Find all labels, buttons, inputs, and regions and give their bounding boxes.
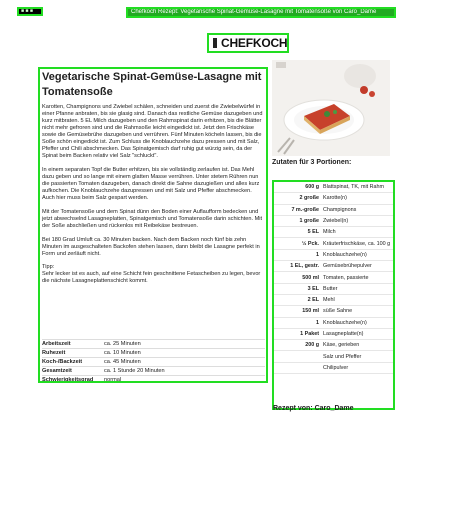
instruction-paragraph: Bei 180 Grad Umluft ca. 30 Minuten backen. Nach dem Backen noch fünf bis zehn Minuten im ausgeschalteten Backofen stehen lassen, dann bleibt die Lasagne perfekt in Form und zerläuft nicht. [42, 237, 260, 257]
ingredient-row [274, 306, 393, 317]
browser-top-bar [0, 0, 474, 20]
ingredient-name[interactable]: Chilipulver [323, 364, 349, 371]
ingredient-quantity: 1 Paket [300, 331, 319, 337]
ingredient-name[interactable]: Knoblauchzehe(n) [323, 251, 367, 258]
recipe-article [38, 67, 268, 383]
recipe-title: Vegetarische Spinat-Gemüse-Lasagne mit Tomatensoße [42, 71, 262, 98]
meta-value: ca. 1 Stunde 20 Minuten [104, 368, 165, 374]
ingredient-row [274, 216, 393, 227]
meta-value: ca. 10 Minuten [104, 350, 141, 356]
meta-key: Koch-/Backzeit [42, 359, 83, 365]
meta-key: Ruhezeit [42, 350, 66, 356]
meta-row [42, 375, 265, 383]
ingredient-row [274, 227, 393, 238]
meta-value: ca. 25 Minuten [104, 341, 141, 347]
instruction-paragraph: Karotten, Champignons und Zwiebel schälen, schneiden und zuerst die Zwiebelwürfel in einer Pfanne anbraten, bis sie glasig sind. Danach das restliche Gemüse dazugeben und kurz mitbraten. 5 EL Milch dazugeben und den Rahmspinat darin erhitzen, bis die Blätter nicht mehr gefroren sind und die Rahmsoße leicht eingedickt ist. Jetzt den Frischkäse sowie die Gemüsebrühe dazugeben und verrühren. Fünf Minuten köcheln lassen, bis die Soße schön eingedickt ist. Zum Schluss die Knoblauchzehe dazu pressen und mit Salz, Pfeffer und Chili abschmecken. Das Spinatgemisch darf ruhig gut würzig sein, da der Spinat beim Backen relativ viel Salz "schluckt". [42, 104, 263, 159]
instruction-paragraph: In einem separaten Topf die Butter erhitzen, bis sie vollständig zerlaufen ist. Das Mehl dazu geben und so lange mit einem glatten Masse verrühren. Unter stetem Rühren nun die passierten Tomaten dazugeben, danach direkt die Sahne dazugießen und alles kurz aufkochen. Die Knoblauchzehe dazupressen und mit Salz und Pfeffer abschmecken. Auch hier muss beim Salz gespart werden. [42, 167, 260, 201]
ingredient-row [274, 284, 393, 295]
ingredient-name[interactable]: süße Sahne [323, 308, 353, 315]
ingredient-quantity: ½ Pck. [301, 240, 319, 247]
ingredient-row [274, 182, 393, 193]
ingredient-name[interactable]: Salz und Pfeffer [323, 353, 362, 360]
ingredient-name[interactable]: Tomaten, passierte [323, 274, 369, 281]
meta-value: ca. 45 Minuten [104, 359, 141, 365]
ingredient-row [274, 272, 393, 283]
ingredient-quantity: 150 ml [302, 308, 319, 315]
meta-row [42, 357, 265, 366]
ingredient-name[interactable]: Mehl [323, 297, 335, 304]
meta-row [42, 348, 265, 357]
ingredient-row [274, 295, 393, 306]
ingredient-name[interactable]: Butter [323, 285, 338, 292]
ingredient-quantity: 1 [316, 319, 319, 326]
ingredient-quantity: 2 große [299, 195, 319, 202]
recipe-meta-table [42, 339, 265, 383]
lasagne-photo-icon [272, 60, 390, 156]
ingredients-list [272, 180, 395, 410]
meta-key: Arbeitszeit [42, 341, 71, 347]
chef-hat-icon [213, 38, 217, 48]
ingredient-name[interactable]: Gemüsebrühepulver [323, 263, 372, 270]
tip-text: Sehr lecker ist es auch, auf eine Schicht fein geschnittene Fetascheiben zu legen, bevor die nächste Lasagneplattenschicht kommt. [42, 271, 261, 284]
recipe-photo[interactable] [272, 60, 390, 156]
meta-row [42, 366, 265, 375]
ingredient-row [274, 340, 393, 351]
ingredient-quantity: 3 EL [307, 285, 319, 292]
meta-row [42, 339, 265, 348]
ingredient-row [274, 193, 393, 204]
ingredient-row [274, 318, 393, 329]
ingredient-quantity: 1 EL, gestr. [290, 263, 319, 270]
ingredient-name[interactable]: Champignons [323, 206, 357, 213]
ingredient-row [274, 329, 393, 340]
logo-text: CHEFKOCH [221, 36, 288, 50]
ingredient-name[interactable]: Milch [323, 229, 336, 236]
ingredient-quantity: 500 ml [302, 274, 319, 281]
ingredient-quantity: 1 [316, 251, 319, 258]
ingredient-name[interactable]: Zwiebel(n) [323, 218, 349, 225]
meta-key: Gesamtzeit [42, 368, 72, 374]
ingredient-row [274, 261, 393, 272]
tip-label: Tipp: [42, 264, 55, 270]
ingredient-quantity: 600 g [305, 184, 319, 191]
top-left-badge[interactable]: ■ ■ ■ [17, 7, 43, 16]
portions-title: Zutaten für 3 Portionen: [272, 159, 352, 166]
ingredient-name[interactable]: Lasagneplatte(n) [323, 331, 364, 337]
ingredient-name[interactable]: Käse, gerieben [323, 342, 360, 349]
ingredient-quantity: 200 g [305, 342, 319, 349]
meta-value: normal [104, 377, 122, 383]
chefkoch-logo[interactable] [207, 33, 289, 53]
ingredient-row [274, 351, 393, 362]
recipe-author[interactable]: Rezept von: Caro_Dame [273, 405, 354, 412]
ingredient-quantity: 2 EL [307, 297, 319, 304]
page-content [0, 60, 474, 505]
ingredient-quantity: 5 EL [307, 229, 319, 236]
ingredient-quantity: 7 m.-große [291, 206, 319, 213]
ingredient-name[interactable]: Karotte(n) [323, 195, 347, 202]
meta-key: Schwierigkeitsgrad [42, 377, 94, 383]
ingredient-row [274, 205, 393, 216]
ingredient-name[interactable]: Blattspinat, TK, mit Rahm [323, 184, 385, 191]
ingredient-row [274, 363, 393, 374]
ingredient-row [274, 238, 393, 249]
page-tab-title[interactable]: Chefkoch Rezept: Vegetarische Spinat-Gemüse-Lasagne mit Tomatensoße von Caro_Dame [126, 7, 396, 18]
ingredient-name[interactable]: Knoblauchzehe(n) [323, 319, 367, 326]
instruction-paragraph: Mit der Tomatensoße und dem Spinat dünn den Boden einer Auflaufform bedecken und jetzt abwechselnd Lasagneplatten, Spinatgemisch und Tomatensoße darin schichten. Mit der Soße abschließen und rückenlos mit Reibekäse bestreuen. [42, 209, 263, 229]
ingredient-quantity: 1 große [299, 218, 319, 225]
ingredient-row [274, 250, 393, 261]
ingredient-name[interactable]: Kräuterfrischkäse, ca. 100 g [323, 240, 391, 247]
